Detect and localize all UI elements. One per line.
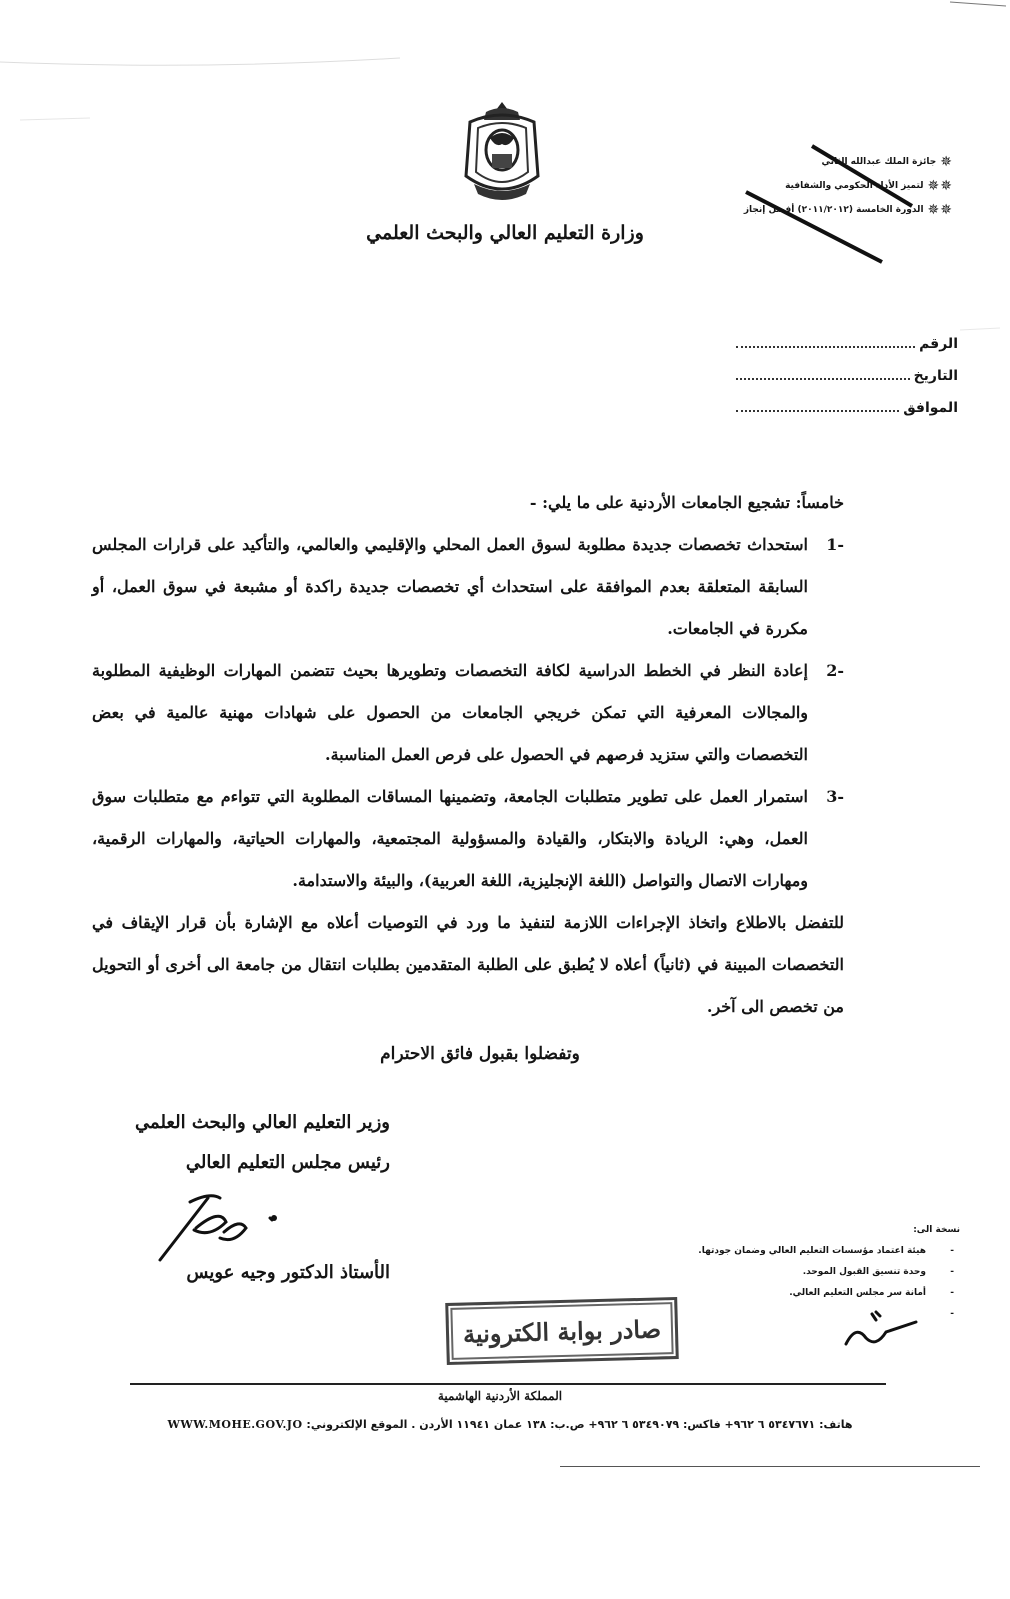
closing-line: وتفضلوا بقبول فائق الاحترام — [380, 1044, 580, 1064]
list-item — [92, 776, 844, 902]
list-item — [92, 650, 844, 776]
star-icon: ✵ — [940, 154, 952, 170]
signer-title: رئيس مجلس التعليم العالي — [185, 1152, 390, 1173]
item-number: -3 — [826, 787, 844, 806]
footer-contact — [150, 1418, 870, 1431]
ref-dots — [736, 336, 915, 348]
ref-dots — [736, 400, 899, 412]
award-text: لتميز الأداء الحكومي والشفافية — [785, 181, 924, 191]
ministry-name: وزارة التعليم العالي والبحث العلمي — [366, 222, 644, 244]
instruction-paragraph: للتفضل بالاطلاع واتخاذ الإجراءات اللازمة لتنفيذ ما ورد في التوصيات أعلاه مع الإشارة بأن قرار الإيقاف في التخصصات المبينة في (ثانياً) أعلاه لا يُطبق على الطلبة المتقدمين بطلبات انتقال من جامعة الى أخرى أو التحويل من تخصص الى آخر. — [92, 913, 844, 1016]
signer-name: الأستاذ الدكتور وجيه عويس — [186, 1262, 390, 1283]
scan-corner-mark — [946, 0, 1010, 16]
star-icon: ✵ — [927, 202, 940, 218]
ref-date-row — [736, 352, 958, 384]
coat-of-arms-emblem — [456, 98, 548, 208]
ref-number-label: الرقم — [919, 336, 958, 352]
bottom-divider — [560, 1466, 980, 1467]
copies-item: - أمانة سر مجلس التعليم العالي. — [640, 1283, 926, 1304]
item-text: إعادة النظر في الخطط الدراسية لكافة التخصصات وتطويرها بحيث تتضمن المهارات الوظيفية المطلوبة والمجالات المعرفية التي تمكن خريجي الجامعات من الحصول على شهادات مهنية عالمية في بعض التخصصات والتي ستزيد فرصهم في الحصول على فرص العمل المناسبة. — [92, 661, 808, 764]
handwritten-initials — [836, 1304, 926, 1354]
reference-fields — [736, 320, 958, 416]
item-number: -2 — [826, 661, 844, 680]
letter-body — [92, 482, 844, 1028]
item-text: استحداث تخصصات جديدة مطلوبة لسوق العمل المحلي والإقليمي والعالمي، والتأكيد على قرارات المجلس السابقة المتعلقة بعدم الموافقة على استحداث أي تخصصات جديدة راكدة أو مشبعة في سوق العمل، أو مكررة في الجامعات. — [92, 535, 808, 638]
signer-titles — [60, 1112, 390, 1192]
ref-date-label: التاريخ — [913, 368, 958, 384]
star-icon: ✵ — [927, 178, 940, 194]
copies-item: - هيئة اعتماد مؤسسات التعليم العالي وضمان جودتها. — [640, 1241, 926, 1262]
copies-list — [640, 1241, 960, 1304]
item-number: -1 — [826, 535, 844, 554]
ref-number-row — [736, 320, 958, 352]
footer-website: WWW.MOHE.GOV.JO — [167, 1418, 303, 1431]
award-text: جائزة الملك عبدالله الثاني — [821, 157, 937, 167]
footer-contact-text: هاتف: ٥٣٤٧٦٧١ ٦ ٩٦٢+ فاكس: ٥٣٤٩٠٧٩ ٦ ٩٦٢+ ص.ب: ١٣٨ عمان ١١٩٤١ الأردن . الموقع الإلكتروني: — [306, 1418, 853, 1431]
award-slash-lines — [742, 140, 972, 265]
footer-country: المملكة الأردنية الهاشمية — [437, 1389, 563, 1403]
copies-item: - وحدة تنسيق القبول الموحد. — [640, 1262, 926, 1283]
ref-corresponding-row — [736, 384, 958, 416]
handwritten-signature — [150, 1188, 280, 1268]
ref-dots — [736, 368, 910, 380]
item-text: استمرار العمل على تطوير متطلبات الجامعة، وتضمينها المساقات المطلوبة التي تتواءم مع متطلبات سوق العمل، وهي: الريادة والابتكار، والقيادة والمسؤولية المجتمعية، والمهارات الحياتية، والمهارات الرقمية، ومهارات الاتصال والتواصل (اللغة الإنجليزية، اللغة العربية)، والبيئة والاستدامة. — [92, 787, 808, 890]
star-icon: ✵ — [940, 178, 952, 194]
award-text: الدورة الخامسة (٢٠١١/٢٠١٢) أفضل إنجاز — [743, 205, 924, 215]
ref-corresponding-label: الموافق — [903, 400, 958, 416]
section-title: خامساً: تشجيع الجامعات الأردنية على ما يلي: - — [529, 493, 844, 512]
list-item — [92, 524, 844, 650]
signer-title: وزير التعليم العالي والبحث العلمي — [135, 1112, 390, 1133]
star-icon: ✵ — [940, 202, 952, 218]
copies-to — [640, 1220, 960, 1304]
copies-title: نسخة الى: — [913, 1225, 960, 1235]
footer-divider — [130, 1383, 886, 1385]
electronic-portal-stamp: صادر بوابة الكترونية — [445, 1297, 679, 1365]
